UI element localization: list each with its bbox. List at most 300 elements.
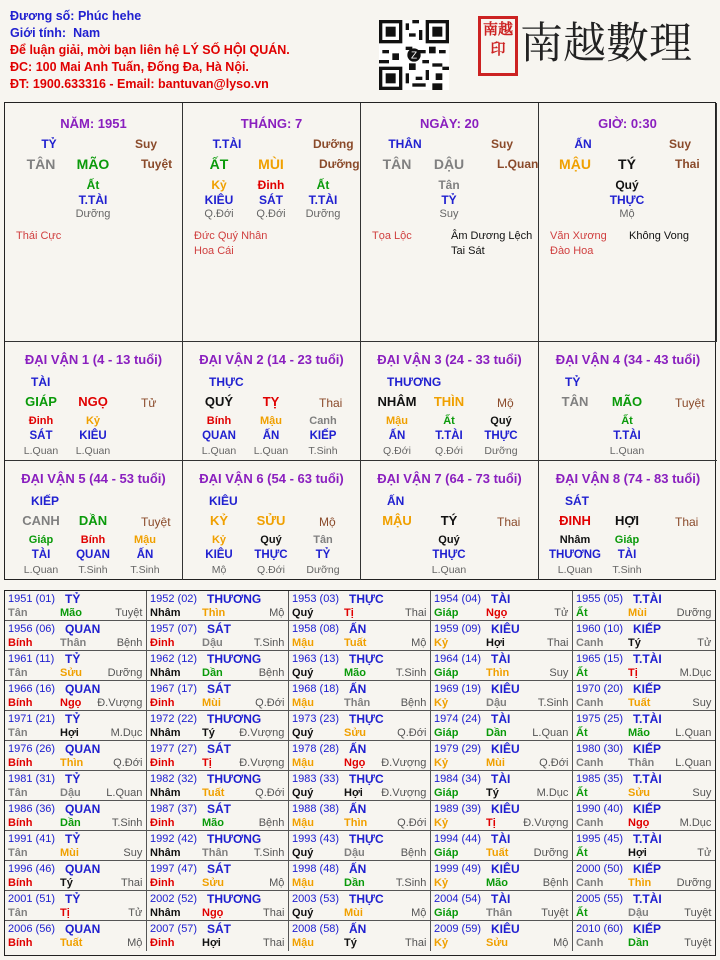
hidden-state: L.Quan — [23, 564, 59, 576]
hidden-star: THỰC — [254, 549, 288, 561]
year-can: Ất — [576, 727, 588, 739]
year-label: 1970 (20) — [576, 683, 624, 695]
year-star: TỶ — [65, 592, 81, 606]
year-cell[interactable] — [431, 861, 573, 891]
dai-van-can: MẬU — [382, 513, 412, 528]
year-cell[interactable] — [431, 741, 573, 771]
qr-code-icon[interactable] — [379, 20, 449, 90]
year-star: ẤN — [349, 862, 367, 876]
year-cell[interactable] — [5, 861, 147, 891]
year-state: Bệnh — [116, 637, 143, 649]
year-star: QUAN — [65, 922, 101, 936]
year-star: TỶ — [65, 892, 81, 906]
year-cell[interactable] — [573, 831, 715, 861]
year-cell[interactable] — [5, 711, 147, 741]
year-cell[interactable] — [573, 591, 715, 621]
year-can: Kỷ — [434, 877, 449, 889]
year-state: Đ.Vượng — [97, 697, 143, 709]
year-cell[interactable] — [5, 591, 147, 621]
year-chi: Mùi — [628, 607, 647, 619]
year-chi: Hợi — [60, 727, 79, 739]
year-state: M.Dục — [679, 817, 712, 829]
dai-van-title: ĐẠI VẬN 8 (74 - 83 tuổi) — [555, 471, 701, 486]
dai-van-state: Tuyệt — [675, 396, 705, 410]
year-can: Canh — [576, 937, 604, 949]
dai-van-state: Tử — [141, 396, 157, 410]
hidden-stem: Tân — [438, 178, 460, 192]
year-can: Canh — [576, 757, 604, 769]
dai-van-state: Thai — [497, 515, 521, 529]
year-label: 1994 (44) — [434, 833, 482, 845]
year-chi: Sửu — [344, 727, 367, 739]
pillar-top-state: Suy — [491, 137, 514, 151]
dai-van-1 — [5, 341, 183, 461]
year-cell[interactable] — [573, 681, 715, 711]
year-can: Bính — [8, 817, 33, 829]
year-label: 2003 (53) — [292, 893, 340, 905]
year-cell[interactable] — [573, 891, 715, 921]
year-label: 1954 (04) — [434, 593, 482, 605]
year-cell[interactable] — [289, 591, 431, 621]
year-chi: Tị — [60, 907, 70, 919]
year-chi: Ngọ — [202, 907, 224, 919]
year-label: 1958 (08) — [292, 623, 340, 635]
dai-van-4 — [539, 341, 717, 461]
year-label: 1982 (32) — [150, 773, 198, 785]
year-label: 2004 (54) — [434, 893, 482, 905]
pillar-title: GIỜ: 0:30 — [598, 116, 657, 131]
year-can: Kỷ — [434, 697, 449, 709]
year-chi: Ngọ — [486, 607, 508, 619]
year-chi: Tuất — [202, 787, 225, 799]
year-chi: Mùi — [60, 847, 79, 859]
year-cell[interactable] — [431, 591, 573, 621]
year-cell[interactable] — [431, 681, 573, 711]
hidden-star: TÀI — [617, 549, 637, 561]
year-cell[interactable] — [289, 861, 431, 891]
year-cell[interactable] — [289, 921, 431, 951]
year-state: Q.Đới — [255, 697, 285, 709]
year-chi: Thân — [202, 847, 229, 859]
year-star: THỰC — [349, 772, 384, 786]
year-star: TÀI — [491, 652, 511, 666]
year-chi: Mão — [202, 817, 224, 829]
year-star: TÀI — [491, 892, 511, 906]
hidden-state: L.Quan — [75, 445, 111, 457]
year-can: Đinh — [150, 877, 175, 889]
year-state: Dưỡng — [676, 607, 712, 619]
year-label: 1972 (22) — [150, 713, 198, 725]
year-star: SÁT — [207, 922, 231, 936]
dai-van-can: CANH — [22, 513, 60, 528]
year-star: KIẾP — [633, 742, 662, 756]
pillar-top-state: Dưỡng — [313, 137, 354, 151]
year-cell[interactable] — [147, 801, 289, 831]
year-chi: Sửu — [486, 937, 509, 949]
dai-van-star: ẤN — [387, 494, 405, 508]
hidden-state: T.Sinh — [130, 564, 160, 576]
year-can: Quý — [292, 607, 314, 619]
hidden-star: KIÊU — [204, 193, 234, 207]
hidden-state: Suy — [439, 208, 459, 220]
year-star: ẤN — [349, 682, 367, 696]
pillar-chi: MÃO — [76, 156, 110, 172]
year-cell[interactable] — [573, 861, 715, 891]
year-cell[interactable] — [289, 651, 431, 681]
special-star: Không Vong — [629, 230, 689, 242]
hidden-stem: Ất — [443, 415, 455, 427]
hidden-state: Mộ — [211, 564, 227, 576]
year-star: TỶ — [65, 652, 81, 666]
year-cell[interactable] — [5, 621, 147, 651]
year-state: Tử — [697, 847, 712, 859]
year-can: Nhâm — [150, 607, 181, 619]
hidden-state: Dưỡng — [75, 208, 111, 220]
year-chi: Mão — [628, 727, 650, 739]
year-cell[interactable] — [573, 771, 715, 801]
year-cell[interactable] — [5, 831, 147, 861]
year-state: M.Dục — [110, 727, 143, 739]
year-cell[interactable] — [147, 591, 289, 621]
year-cell[interactable] — [147, 741, 289, 771]
pillar-top-state: Suy — [669, 137, 692, 151]
pillar-top-star: ẤN — [574, 137, 592, 151]
year-cell[interactable] — [5, 651, 147, 681]
pillar-top-star: THÂN — [388, 137, 422, 151]
year-star: SÁT — [207, 622, 231, 636]
year-can: Mậu — [292, 817, 314, 829]
year-star: T.TÀI — [633, 592, 662, 606]
year-state: Mộ — [269, 877, 285, 889]
year-star: ẤN — [349, 922, 367, 936]
year-state: Đ.Vượng — [239, 757, 285, 769]
dai-van-state: Thai — [319, 396, 343, 410]
year-label: 1962 (12) — [150, 653, 198, 665]
year-chi: Thìn — [486, 667, 510, 679]
year-state: Đ.Vượng — [239, 727, 285, 739]
year-star: QUAN — [65, 802, 101, 816]
year-state: Suy — [692, 787, 712, 799]
special-star: Hoa Cái — [194, 245, 234, 257]
year-state: Đ.Vượng — [381, 757, 427, 769]
year-cell[interactable] — [289, 891, 431, 921]
dai-van-star: KIẾP — [31, 494, 60, 508]
year-chi: Dậu — [628, 907, 649, 919]
year-can: Mậu — [292, 877, 314, 889]
pillar-4 — [539, 103, 717, 341]
year-state: Thai — [262, 907, 285, 919]
site-logo[interactable]: 南越數理 — [520, 19, 692, 69]
pillar-chi: DẬU — [433, 156, 465, 172]
year-state: T.Sinh — [537, 697, 569, 709]
header-info — [10, 8, 290, 93]
year-label: 1979 (29) — [434, 743, 482, 755]
address-line: ĐC: 100 Mai Anh Tuấn, Đống Đa, Hà Nội. — [10, 60, 249, 74]
year-can: Kỷ — [434, 757, 449, 769]
year-cell[interactable] — [147, 711, 289, 741]
dai-van-chi: MÃO — [611, 394, 643, 409]
year-can: Tân — [8, 667, 28, 679]
contact-line: Để luận giải, mời bạn liên hệ LÝ SỐ HỘI QUÁN. — [10, 43, 290, 57]
year-can: Tân — [8, 727, 28, 739]
year-cell[interactable] — [5, 891, 147, 921]
dai-van-title: ĐẠI VẬN 7 (64 - 73 tuổi) — [377, 471, 522, 486]
year-state: Thai — [120, 877, 143, 889]
dai-van-star: KIÊU — [209, 494, 238, 508]
year-state: Q.Đới — [397, 727, 427, 739]
year-cell[interactable] — [573, 801, 715, 831]
year-label: 1989 (39) — [434, 803, 482, 815]
year-chi: Dậu — [202, 637, 223, 649]
year-can: Đinh — [150, 757, 175, 769]
pillar-state: Dưỡng — [319, 157, 360, 171]
hidden-stem: Quý — [615, 178, 639, 192]
year-label: 1971 (21) — [8, 713, 56, 725]
year-cell[interactable] — [147, 861, 289, 891]
year-label: 1980 (30) — [576, 743, 624, 755]
year-can: Giáp — [434, 787, 459, 799]
year-cell[interactable] — [147, 621, 289, 651]
pillar-top-state: Suy — [135, 137, 158, 151]
year-cell[interactable] — [289, 741, 431, 771]
hidden-stem: Canh — [309, 415, 337, 427]
year-star: TỶ — [65, 832, 81, 846]
year-can: Giáp — [434, 607, 459, 619]
year-star: SÁT — [207, 682, 231, 696]
year-star: KIẾP — [633, 922, 662, 936]
year-chi: Mùi — [344, 907, 363, 919]
year-star: T.TÀI — [633, 652, 662, 666]
year-chi: Tý — [202, 727, 215, 739]
year-star: KIẾP — [633, 622, 662, 636]
year-cell[interactable] — [5, 801, 147, 831]
year-can: Bính — [8, 757, 33, 769]
pillar-top-star: T.TÀI — [212, 137, 242, 151]
year-chi: Dần — [628, 937, 649, 949]
year-label: 1981 (31) — [8, 773, 56, 785]
year-cell[interactable] — [289, 621, 431, 651]
year-cell[interactable] — [431, 711, 573, 741]
year-cell[interactable] — [431, 801, 573, 831]
year-chi: Ngọ — [628, 817, 650, 829]
year-cell[interactable] — [147, 771, 289, 801]
hidden-state: T.Sinh — [308, 445, 338, 457]
year-label: 1997 (47) — [150, 863, 198, 875]
year-cell[interactable] — [289, 771, 431, 801]
year-label: 2001 (51) — [8, 893, 56, 905]
year-state: Thai — [404, 937, 427, 949]
year-cell[interactable] — [147, 921, 289, 951]
hidden-state: Dưỡng — [306, 564, 340, 576]
year-state: Tử — [128, 907, 143, 919]
pillar-3 — [361, 103, 539, 341]
year-label: 2006 (56) — [8, 923, 56, 935]
year-star: SÁT — [207, 742, 231, 756]
hidden-state: Mộ — [619, 208, 635, 220]
hidden-stem: Ất — [316, 178, 330, 192]
year-cell[interactable] — [289, 831, 431, 861]
year-chi: Tị — [344, 607, 354, 619]
year-cell[interactable] — [5, 681, 147, 711]
pillar-can: ẤT — [209, 156, 229, 172]
year-can: Giáp — [434, 907, 459, 919]
pillar-chi: MÙI — [258, 156, 284, 172]
year-can: Nhâm — [150, 787, 181, 799]
hidden-star: ẤN — [262, 430, 280, 442]
special-star: Tai Sát — [451, 245, 485, 257]
hidden-stem: Quý — [490, 415, 512, 427]
year-can: Kỷ — [434, 817, 449, 829]
gender-value: Nam — [73, 26, 101, 40]
year-cell[interactable] — [289, 681, 431, 711]
year-cell[interactable] — [573, 621, 715, 651]
year-label: 1961 (11) — [8, 653, 55, 665]
year-state: L.Quan — [106, 787, 143, 799]
dai-van-title: ĐẠI VẬN 6 (54 - 63 tuổi) — [199, 471, 344, 486]
year-chi: Thìn — [202, 607, 226, 619]
pillar-1 — [5, 103, 183, 341]
dai-van-chi: TỴ — [262, 394, 280, 409]
year-label: 1977 (27) — [150, 743, 198, 755]
year-can: Kỷ — [434, 637, 449, 649]
pillar-2 — [183, 103, 361, 341]
pillar-chi: TÝ — [618, 156, 636, 172]
year-cell[interactable] — [289, 801, 431, 831]
year-cell[interactable] — [5, 921, 147, 951]
year-state: Tuyệt — [115, 607, 143, 619]
year-can: Tân — [8, 607, 28, 619]
hidden-star: TÀI — [31, 549, 51, 561]
year-star: KIÊU — [491, 802, 520, 816]
year-chi: Mão — [486, 877, 508, 889]
year-can: Ất — [576, 847, 588, 859]
year-can: Nhâm — [150, 847, 181, 859]
year-cell[interactable] — [431, 921, 573, 951]
year-label: 1951 (01) — [8, 593, 56, 605]
hidden-star: THỰC — [432, 549, 466, 561]
year-star: SÁT — [207, 862, 231, 876]
year-can: Quý — [292, 847, 314, 859]
hidden-stem: Quý — [260, 534, 282, 546]
year-cell[interactable] — [147, 891, 289, 921]
year-state: T.Sinh — [253, 847, 285, 859]
year-state: Thai — [404, 607, 427, 619]
hidden-star: SÁT — [29, 430, 53, 442]
year-star: THƯƠNG — [207, 592, 262, 606]
year-cell[interactable] — [573, 711, 715, 741]
year-star: ẤN — [349, 802, 367, 816]
special-star: Văn Xương — [550, 230, 607, 242]
year-cell[interactable] — [431, 651, 573, 681]
dai-van-star: THƯƠNG — [387, 375, 442, 389]
hidden-state: Q.Đới — [256, 208, 286, 220]
year-chi: Tị — [486, 817, 496, 829]
hidden-stem: Mậu — [260, 415, 282, 427]
year-star: ẤN — [349, 622, 367, 636]
dai-van-chi: TÝ — [440, 513, 458, 528]
year-state: Bệnh — [400, 697, 427, 709]
year-chi: Mùi — [486, 757, 505, 769]
pillar-state: Thai — [675, 157, 700, 171]
year-star: TỶ — [65, 712, 81, 726]
year-can: Quý — [292, 787, 314, 799]
year-label: 1957 (07) — [150, 623, 198, 635]
year-star: TÀI — [491, 832, 511, 846]
year-cell[interactable] — [147, 681, 289, 711]
year-can: Quý — [292, 907, 314, 919]
year-state: Q.Đới — [255, 787, 285, 799]
year-star: SÁT — [207, 802, 231, 816]
year-chi: Dần — [60, 817, 81, 829]
year-state: Đ.Vượng — [523, 817, 569, 829]
dai-van-can: QUÝ — [204, 394, 234, 409]
year-cell[interactable] — [289, 711, 431, 741]
year-label: 1967 (17) — [150, 683, 198, 695]
year-cell[interactable] — [573, 921, 715, 951]
year-state: T.Sinh — [395, 667, 427, 679]
year-star: T.TÀI — [633, 892, 662, 906]
year-star: T.TÀI — [633, 772, 662, 786]
dai-van-can: ĐINH — [559, 513, 591, 528]
year-cell[interactable] — [573, 741, 715, 771]
year-cell[interactable] — [5, 771, 147, 801]
year-state: Mộ — [553, 937, 569, 949]
year-can: Ất — [576, 667, 588, 679]
hidden-star: THỰC — [609, 193, 645, 207]
year-cell[interactable] — [147, 831, 289, 861]
year-label: 1964 (14) — [434, 653, 482, 665]
dai-van-3 — [361, 341, 539, 461]
special-star: Đức Quý Nhân — [194, 230, 268, 242]
year-star: KIÊU — [491, 742, 520, 756]
year-cell[interactable] — [573, 651, 715, 681]
year-state: Mộ — [411, 907, 427, 919]
hidden-state: L.Quan — [609, 445, 645, 457]
hidden-stem: Nhâm — [559, 534, 591, 546]
year-star: T.TÀI — [633, 712, 662, 726]
svg-text:Z: Z — [410, 50, 418, 62]
hidden-state: Q.Đới — [257, 564, 285, 576]
year-cell[interactable] — [5, 741, 147, 771]
hidden-state: L.Quan — [431, 564, 467, 576]
hidden-stem: Đinh — [28, 415, 54, 427]
hidden-stem: Giáp — [28, 534, 54, 546]
year-label: 1986 (36) — [8, 803, 56, 815]
year-state: Mộ — [411, 637, 427, 649]
year-label: 1952 (02) — [150, 593, 198, 605]
hidden-star: KIẾP — [309, 430, 337, 442]
year-cell[interactable] — [431, 831, 573, 861]
hidden-star: T.TÀI — [78, 193, 108, 207]
year-star: QUAN — [65, 622, 101, 636]
year-chi: Mùi — [202, 697, 221, 709]
year-can: Tân — [8, 907, 28, 919]
year-cell[interactable] — [431, 621, 573, 651]
year-cell[interactable] — [431, 771, 573, 801]
dai-van-chi: DẦN — [78, 513, 108, 528]
year-can: Đinh — [150, 937, 175, 949]
year-chi: Tuất — [60, 937, 83, 949]
year-label: 1998 (48) — [292, 863, 340, 875]
year-cell[interactable] — [431, 891, 573, 921]
year-can: Canh — [576, 637, 604, 649]
year-state: M.Dục — [536, 787, 569, 799]
year-cell[interactable] — [147, 651, 289, 681]
year-chi: Tuất — [344, 637, 367, 649]
year-can: Bính — [8, 937, 33, 949]
year-label: 1993 (43) — [292, 833, 340, 845]
year-chi: Thìn — [344, 817, 368, 829]
